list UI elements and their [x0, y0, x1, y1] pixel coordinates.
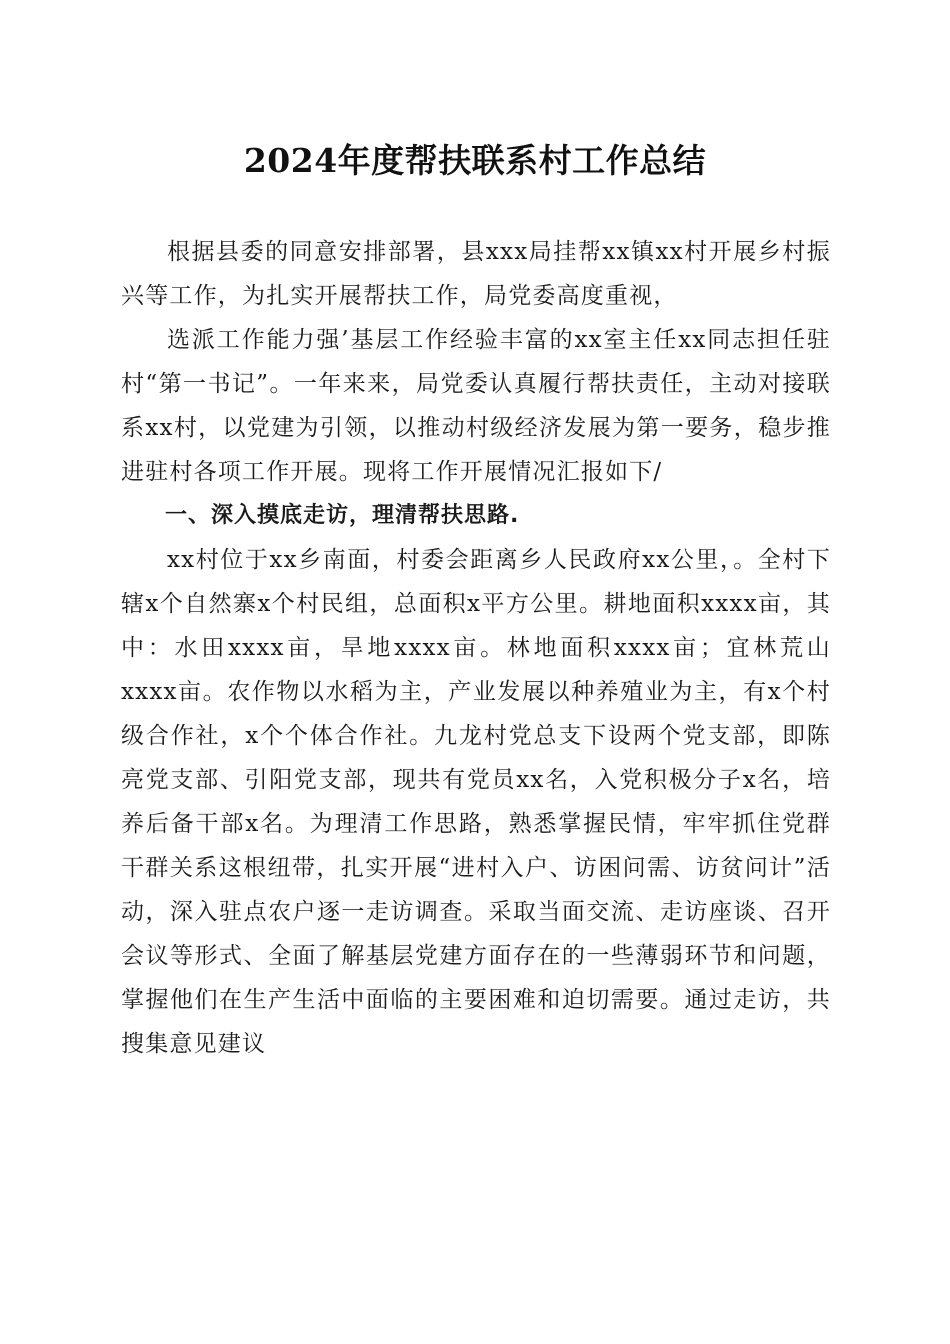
paragraph-overview: 选派工作能力强’基层工作经验丰富的xx室主任xx同志担任驻村“第一书记”。一年来来，局党委认真履行帮扶责任，主动对接联系xx村，以党建为引领，以推动村级经济发展为第一要务，稳步推进驻村各项工作开展。现将工作开展情况汇报如下/ — [121, 327, 831, 485]
document-body — [121, 230, 831, 1066]
paragraph-village-details: xx村位于xx乡南面，村委会距离乡人民政府xx公里，。全村下辖x个自然寨x个村民组，总面积x平方公里。耕地面积xxxx亩，其中：水田xxxx亩，旱地xxxx亩。林地面积xxxx亩；宜林荒山xxxx亩。农作物以水稻为主，产业发展以种养殖业为主，有x个村级合作社，x个个体合作社。九龙村党总支下设两个党支部，即陈亮党支部、引阳党支部，现共有党员xx名，入党积极分子x名，培养后备干部x名。为理清工作思路，熟悉掌握民情，牢牢抓住党群干群关系这根纽带，扎实开展“进村入户、访困问需、访贫问计”活动，深入驻点农户逐一走访调查。采取当面交流、走访座谈、召开会议等形式、全面了解基层党建方面存在的一些薄弱环节和问题，掌握他们在生产生活中面临的主要困难和迫切需要。通过走访，共搜集意见建议 — [121, 547, 831, 1057]
paragraph-intro: 根据县委的同意安排部署，县xxx局挂帮xx镇xx村开展乡村振兴等工作，为扎实开展帮扶工作，局党委高度重视， — [121, 239, 831, 309]
section-heading-1: 一、深入摸底走访，理清帮扶思路. — [165, 503, 520, 528]
document-title: 2024年度帮扶联系村工作总结 — [243, 141, 707, 180]
